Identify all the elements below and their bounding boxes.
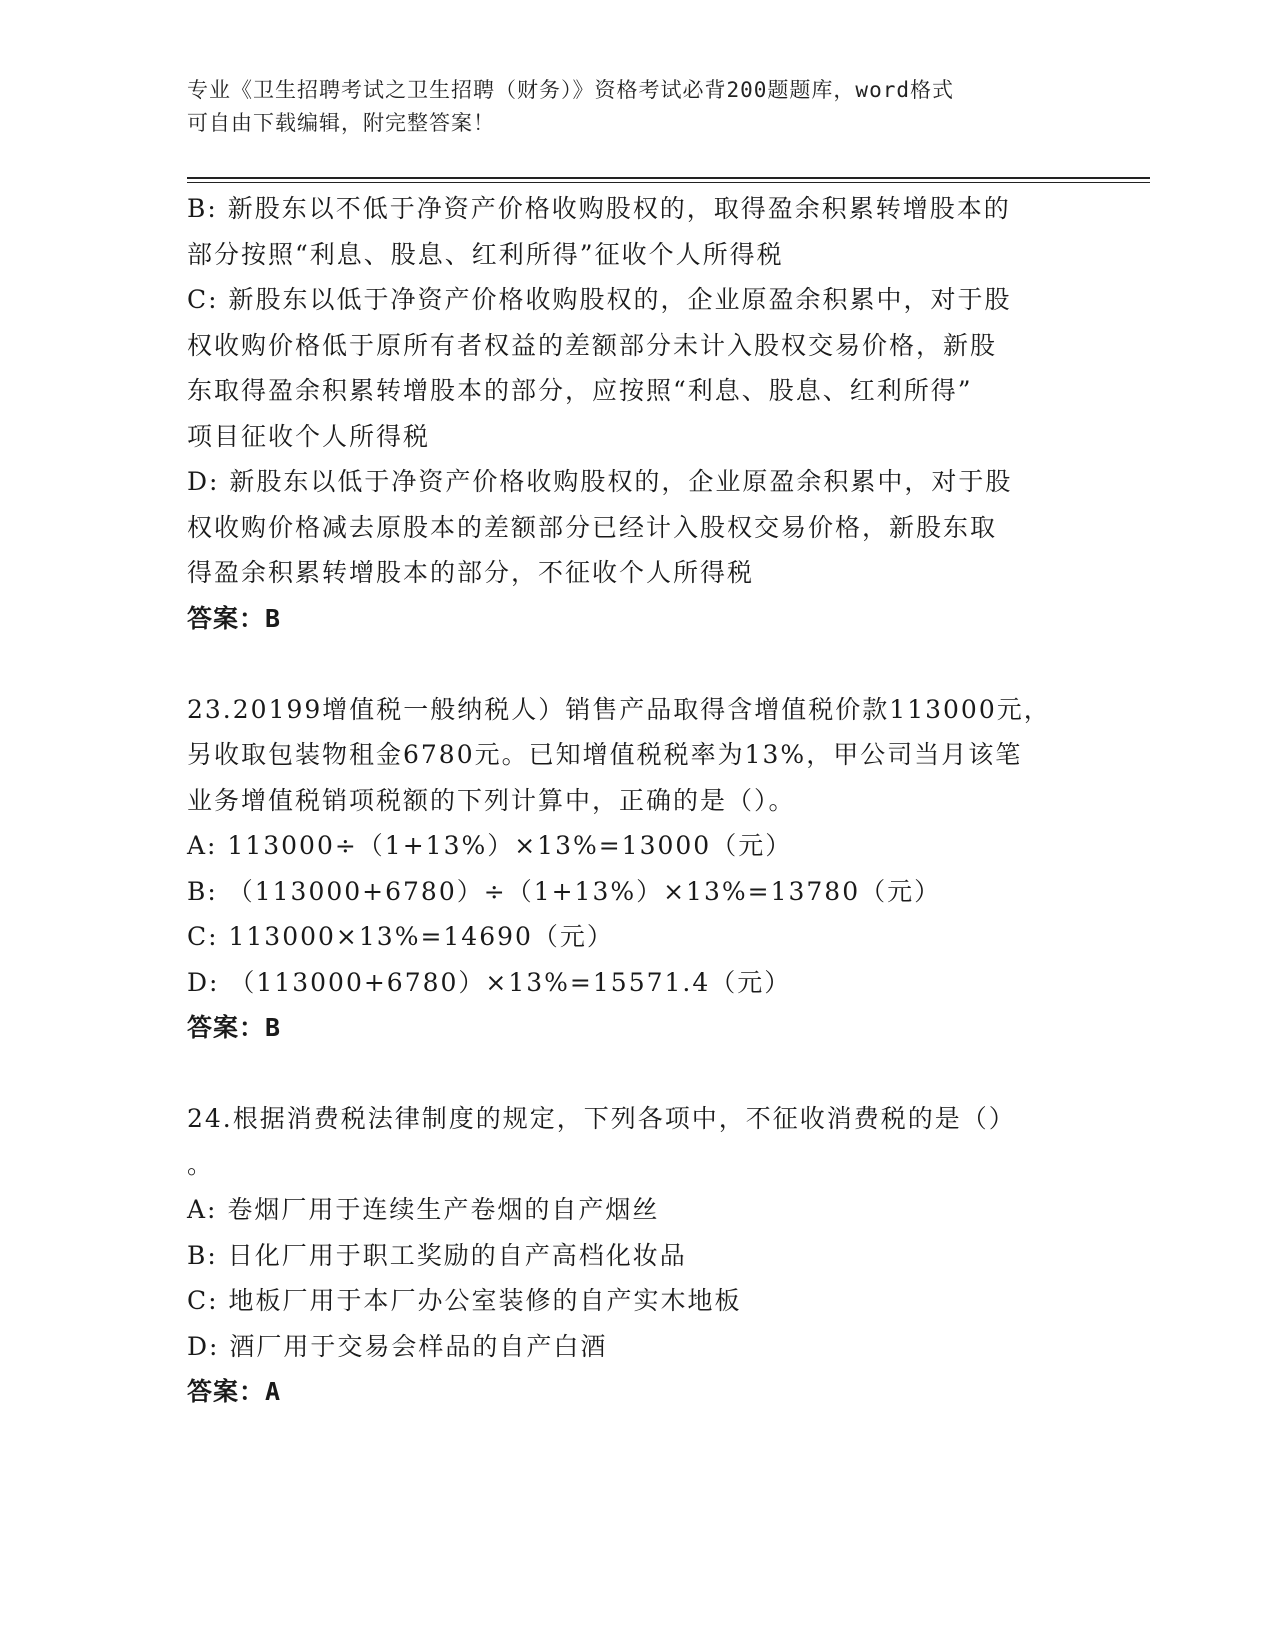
question-23	[187, 687, 1077, 1051]
question-22	[187, 186, 1077, 641]
question-text: 23.20199增值税一般纳税人）销售产品取得含增值税价款113000元， 另收取包装物租金6780元。已知增值税税率为13%，甲公司当月该笔 业务增值税销项税额的下列计算中，正确的是（）。	[187, 694, 1051, 815]
option-b: B: 新股东以不低于净资产价格收购股权的，取得盈余积累转增股本的 部分按照“利息、股息、红利所得”征收个人所得税	[187, 194, 1011, 269]
document-body	[187, 186, 1077, 1415]
option-b: B: （113000+6780）÷（1+13%）×13%=13780（元）	[187, 876, 942, 906]
header-divider-thin	[187, 182, 1150, 183]
header-line-2: 可自由下载编辑，附完整答案！	[187, 111, 495, 135]
option-c: C: 新股东以低于净资产价格收购股权的，企业原盈余积累中，对于股 权收购价格低于原所有者权益的差额部分未计入股权交易价格，新股 东取得盈余积累转增股本的部分，应按照“利息、股息、红利所得” 项目征收个人所得税	[187, 285, 1012, 451]
answer: 答案：A	[187, 1377, 282, 1406]
header-line-1: 专业《卫生招聘考试之卫生招聘（财务）》资格考试必背200题题库，word格式	[187, 78, 954, 102]
option-a: A: 113000÷（1+13%）×13%=13000（元）	[187, 831, 793, 860]
option-c: C: 地板厂用于本厂办公室装修的自产实木地板	[187, 1286, 742, 1315]
answer: 答案：B	[187, 603, 282, 633]
header-divider	[187, 177, 1150, 179]
document-header	[187, 74, 1067, 140]
option-a: A: 卷烟厂用于连续生产卷烟的自产烟丝	[187, 1195, 660, 1224]
answer: 答案：B	[187, 1013, 282, 1042]
question-text: 24.根据消费税法律制度的规定，下列各项中，不征收消费税的是（） 。	[187, 1104, 1016, 1179]
option-b: B: 日化厂用于职工奖励的自产高档化妆品	[187, 1240, 687, 1270]
question-24	[187, 1096, 1077, 1415]
option-d: D: 酒厂用于交易会样品的自产白酒	[187, 1331, 608, 1361]
option-d: D: 新股东以低于净资产价格收购股权的，企业原盈余积累中，对于股 权收购价格减去原股本的差额部分已经计入股权交易价格，新股东取 得盈余积累转增股本的部分，不征收个人所得税	[187, 467, 1013, 587]
option-d: D: （113000+6780）×13%=15571.4（元）	[187, 967, 792, 997]
option-c: C: 113000×13%=14690（元）	[187, 922, 614, 951]
